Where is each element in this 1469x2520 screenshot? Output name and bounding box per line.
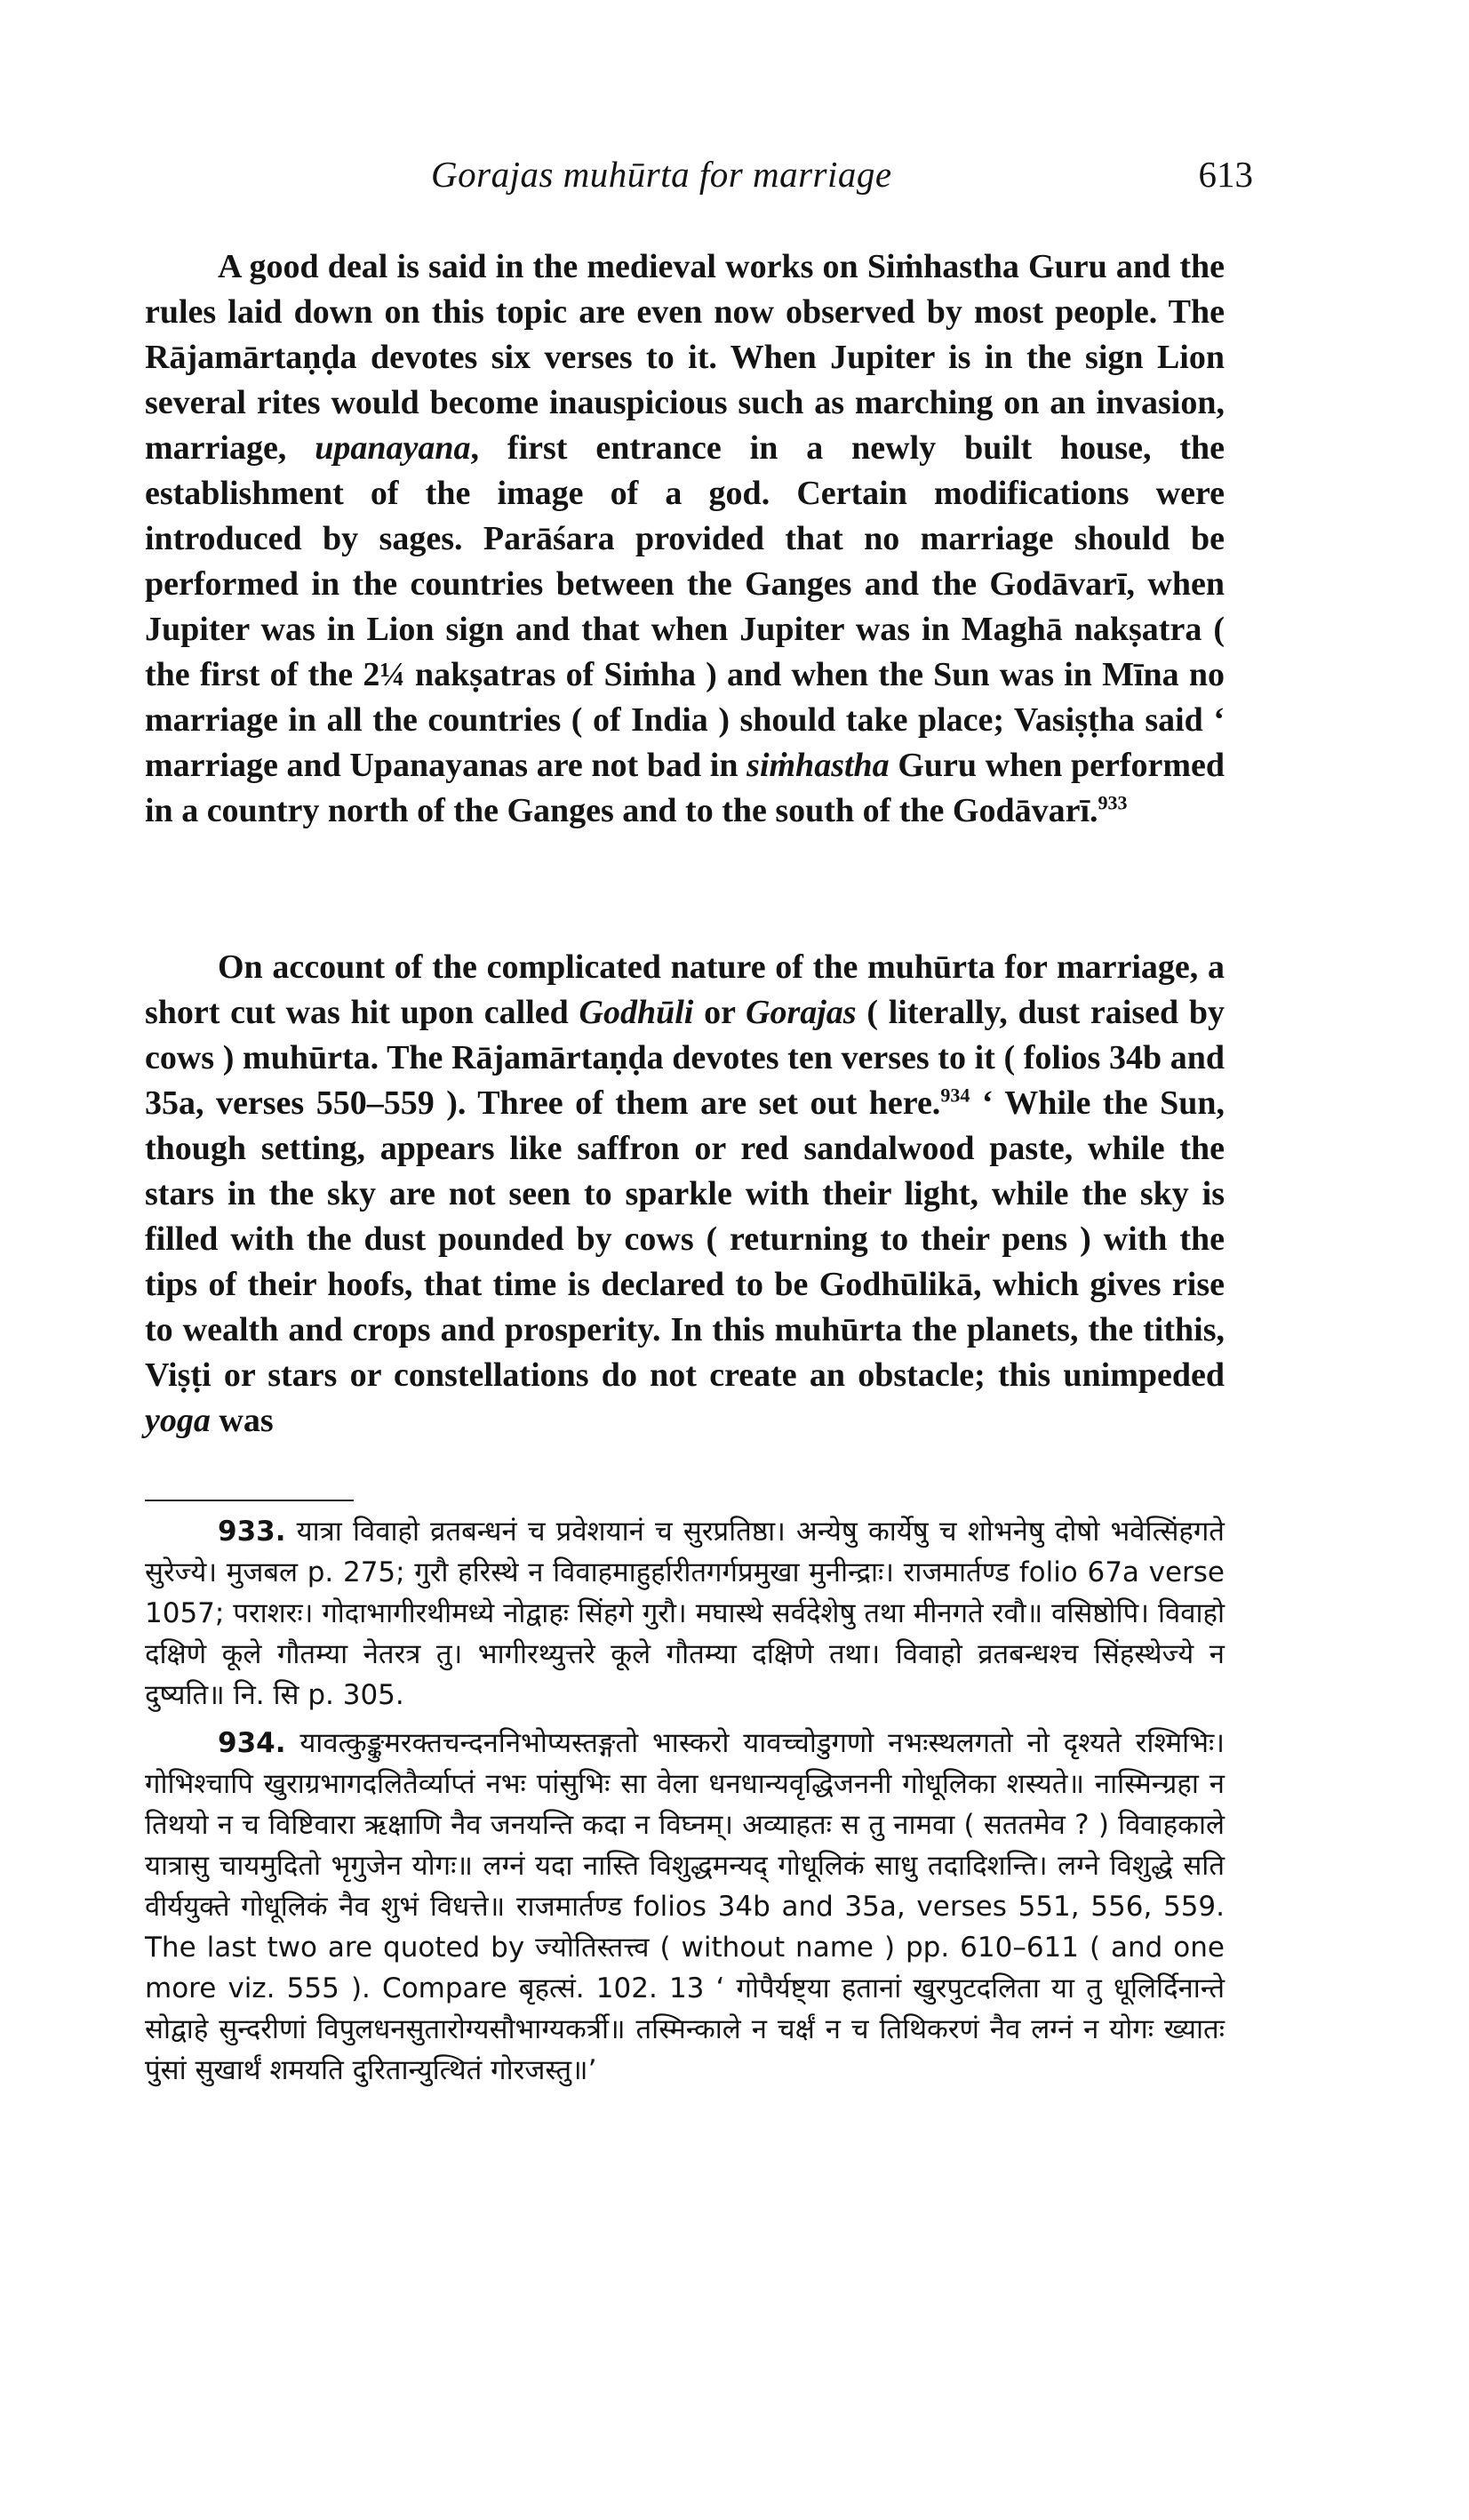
text-run: ‘ While the Sun, though setting, appears like saffron or red sandalwood paste, while the stars in the sky are not seen to sparkle with their light, while the sky is filled with the dust pounded by cows ( returning to their pens ) with the tips of their hoofs, that time is declared to be Godhūlikā, which gives rise to wealth and crops and prosperity. In this muhūrta the planets, the tithis, Viṣṭi or stars or constellations do not create an obstacle; this unimpeded [145, 1084, 1225, 1394]
text-run: A good deal is said in the medieval works on Siṁhastha Guru and the rules laid down on this topic are even now observed by most people. The Rājamārtaṇḍa devotes six verses to it. When Jupiter is in the sign Lion several rites would become inauspicious such as marching on an invasion, marriage, [145, 248, 1225, 467]
footnote-divider [145, 1500, 354, 1501]
text-run: was [210, 1402, 274, 1439]
footnote-reference-933: 933 [1098, 791, 1128, 814]
footnote-number: 934. [218, 1727, 286, 1759]
paragraph-simhastha-guru [145, 244, 1225, 834]
footnote-text: यावत्कुङ्कुमरक्तचन्दननिभोप्यस्तङ्गतो भास्करो यावच्चोडुगणो नभःस्थलगतो नो दृश्यते रश्मिभिः। गोभिश्चापि खुराग्रभागदलितैर्व्याप्तं नभः पांसुभिः सा वेला धनधान्यवृद्धिजननी गोधूलिका शस्यते॥ नास्मिन्ग्रहा न तिथयो न च विष्टिवारा ऋक्षाणि नैव जनयन्ति कदा न विघ्नम्। अव्याहतः स तु नामवा ( सततमेव ? ) विवाहकाले यात्रासु चायमुदितो भृगुजेन योगः॥ लग्नं यदा नास्ति विशुद्धमन्यद् गोधूलिकं साधु तदादिशन्ति। लग्ने विशुद्धे सति वीर्ययुक्ते गोधूलिकं नैव शुभं विधत्ते॥ राजमार्तण्ड folios 34b and 35a, verses 551, 556, 559. The last two are quoted by ज्योतिस्तत्त्व ( without name ) pp. 610–611 ( and one more viz. 555 ). Compare बृहत्सं. 102. 13 ‘ गोपैर्यष्ट्या हतानां खुरपुटदलिता या तु धूलिर्दिनान्ते सोद्वाहे सुन्दरीणां विपुलधनसुतारोग्यसौभाग्यकर्त्री॥ तस्मिन्काले न चर्क्षं न च तिथिकरणं नैव लग्नं न योगः ख्यातः पुंसां सुखार्थं शमयति दुरितान्युत्थितं गोरजस्तु॥’ [145, 1727, 1225, 2086]
text-run: ( literally, dust raised by cows ) muhūrta. The Rājamārtaṇḍa devotes ten verses to it ( folios 34b and 35a, verses 550–559 ). Three of them are set out here. [145, 994, 1225, 1122]
page-header [213, 153, 1253, 206]
italic-term: yoga [145, 1402, 211, 1439]
text-run: Guru when performed in a country north of the Ganges and to the south of the Godāvarī. [145, 747, 1225, 829]
italic-term: siṁhastha [746, 747, 890, 784]
paragraph-godhuli-muhurta [145, 945, 1225, 1444]
text-run: or [693, 994, 746, 1031]
page-number: 613 [1198, 154, 1253, 195]
italic-term: Godhūli [579, 994, 694, 1031]
text-run: , first entrance in a newly built house, the establishment of the image of a god. Certain modifications were introduced by sages. Parāśara provided that no marriage should be performed in the countries between the Ganges and the Godāvarī, when Jupiter was in Lion sign and that when Jupiter was in Maghā nakṣatra ( the first of the 2¼ nakṣatras of Siṁha ) and when the Sun was in Mīna no marriage in all the countries ( of India ) should take place; Vasiṣṭha said ‘ marriage and Upanayanas are not bad in [145, 429, 1225, 784]
footnotes [145, 1511, 1225, 2098]
paragraph-text [145, 945, 1225, 1444]
footnote-934 [145, 1723, 1225, 2091]
paragraph-text [145, 244, 1225, 834]
footnote-reference-934: 934 [940, 1084, 970, 1107]
italic-term: upanayana [315, 429, 471, 467]
running-title: Gorajas muhūrta for marriage [431, 154, 892, 195]
footnote-933 [145, 1511, 1225, 1716]
text-run: On account of the complicated nature of the muhūrta for marriage, a short cut was hit upon called [145, 948, 1225, 1031]
italic-term: Gorajas [746, 994, 857, 1031]
footnote-number: 933. [218, 1516, 286, 1548]
footnote-text: यात्रा विवाहो व्रतबन्धनं च प्रवेशयानं च सुरप्रतिष्ठा। अन्येषु कार्येषु च शोभनेषु दोषो भवेत्सिंहगते सुरेज्ये। मुजबल p. 275; गुरौ हरिस्थे न विवाहमाहुर्हारीतगर्गप्रमुखा मुनीन्द्राः। राजमार्तण्ड folio 67a verse 1057; पराशरः। गोदाभागीरथीमध्ये नोद्वाहः सिंहगे गुरौ। मघास्थे सर्वदेशेषु तथा मीनगते रवौ॥ वसिष्ठोपि। विवाहो दक्षिणे कूले गौतम्या नेतरत्र तु। भागीरथ्युत्तरे कूले गौतम्या दक्षिणे तथा। विवाहो व्रतबन्धश्च सिंहस्थेज्ये न दुष्यति॥ नि. सि p. 305. [145, 1516, 1225, 1711]
